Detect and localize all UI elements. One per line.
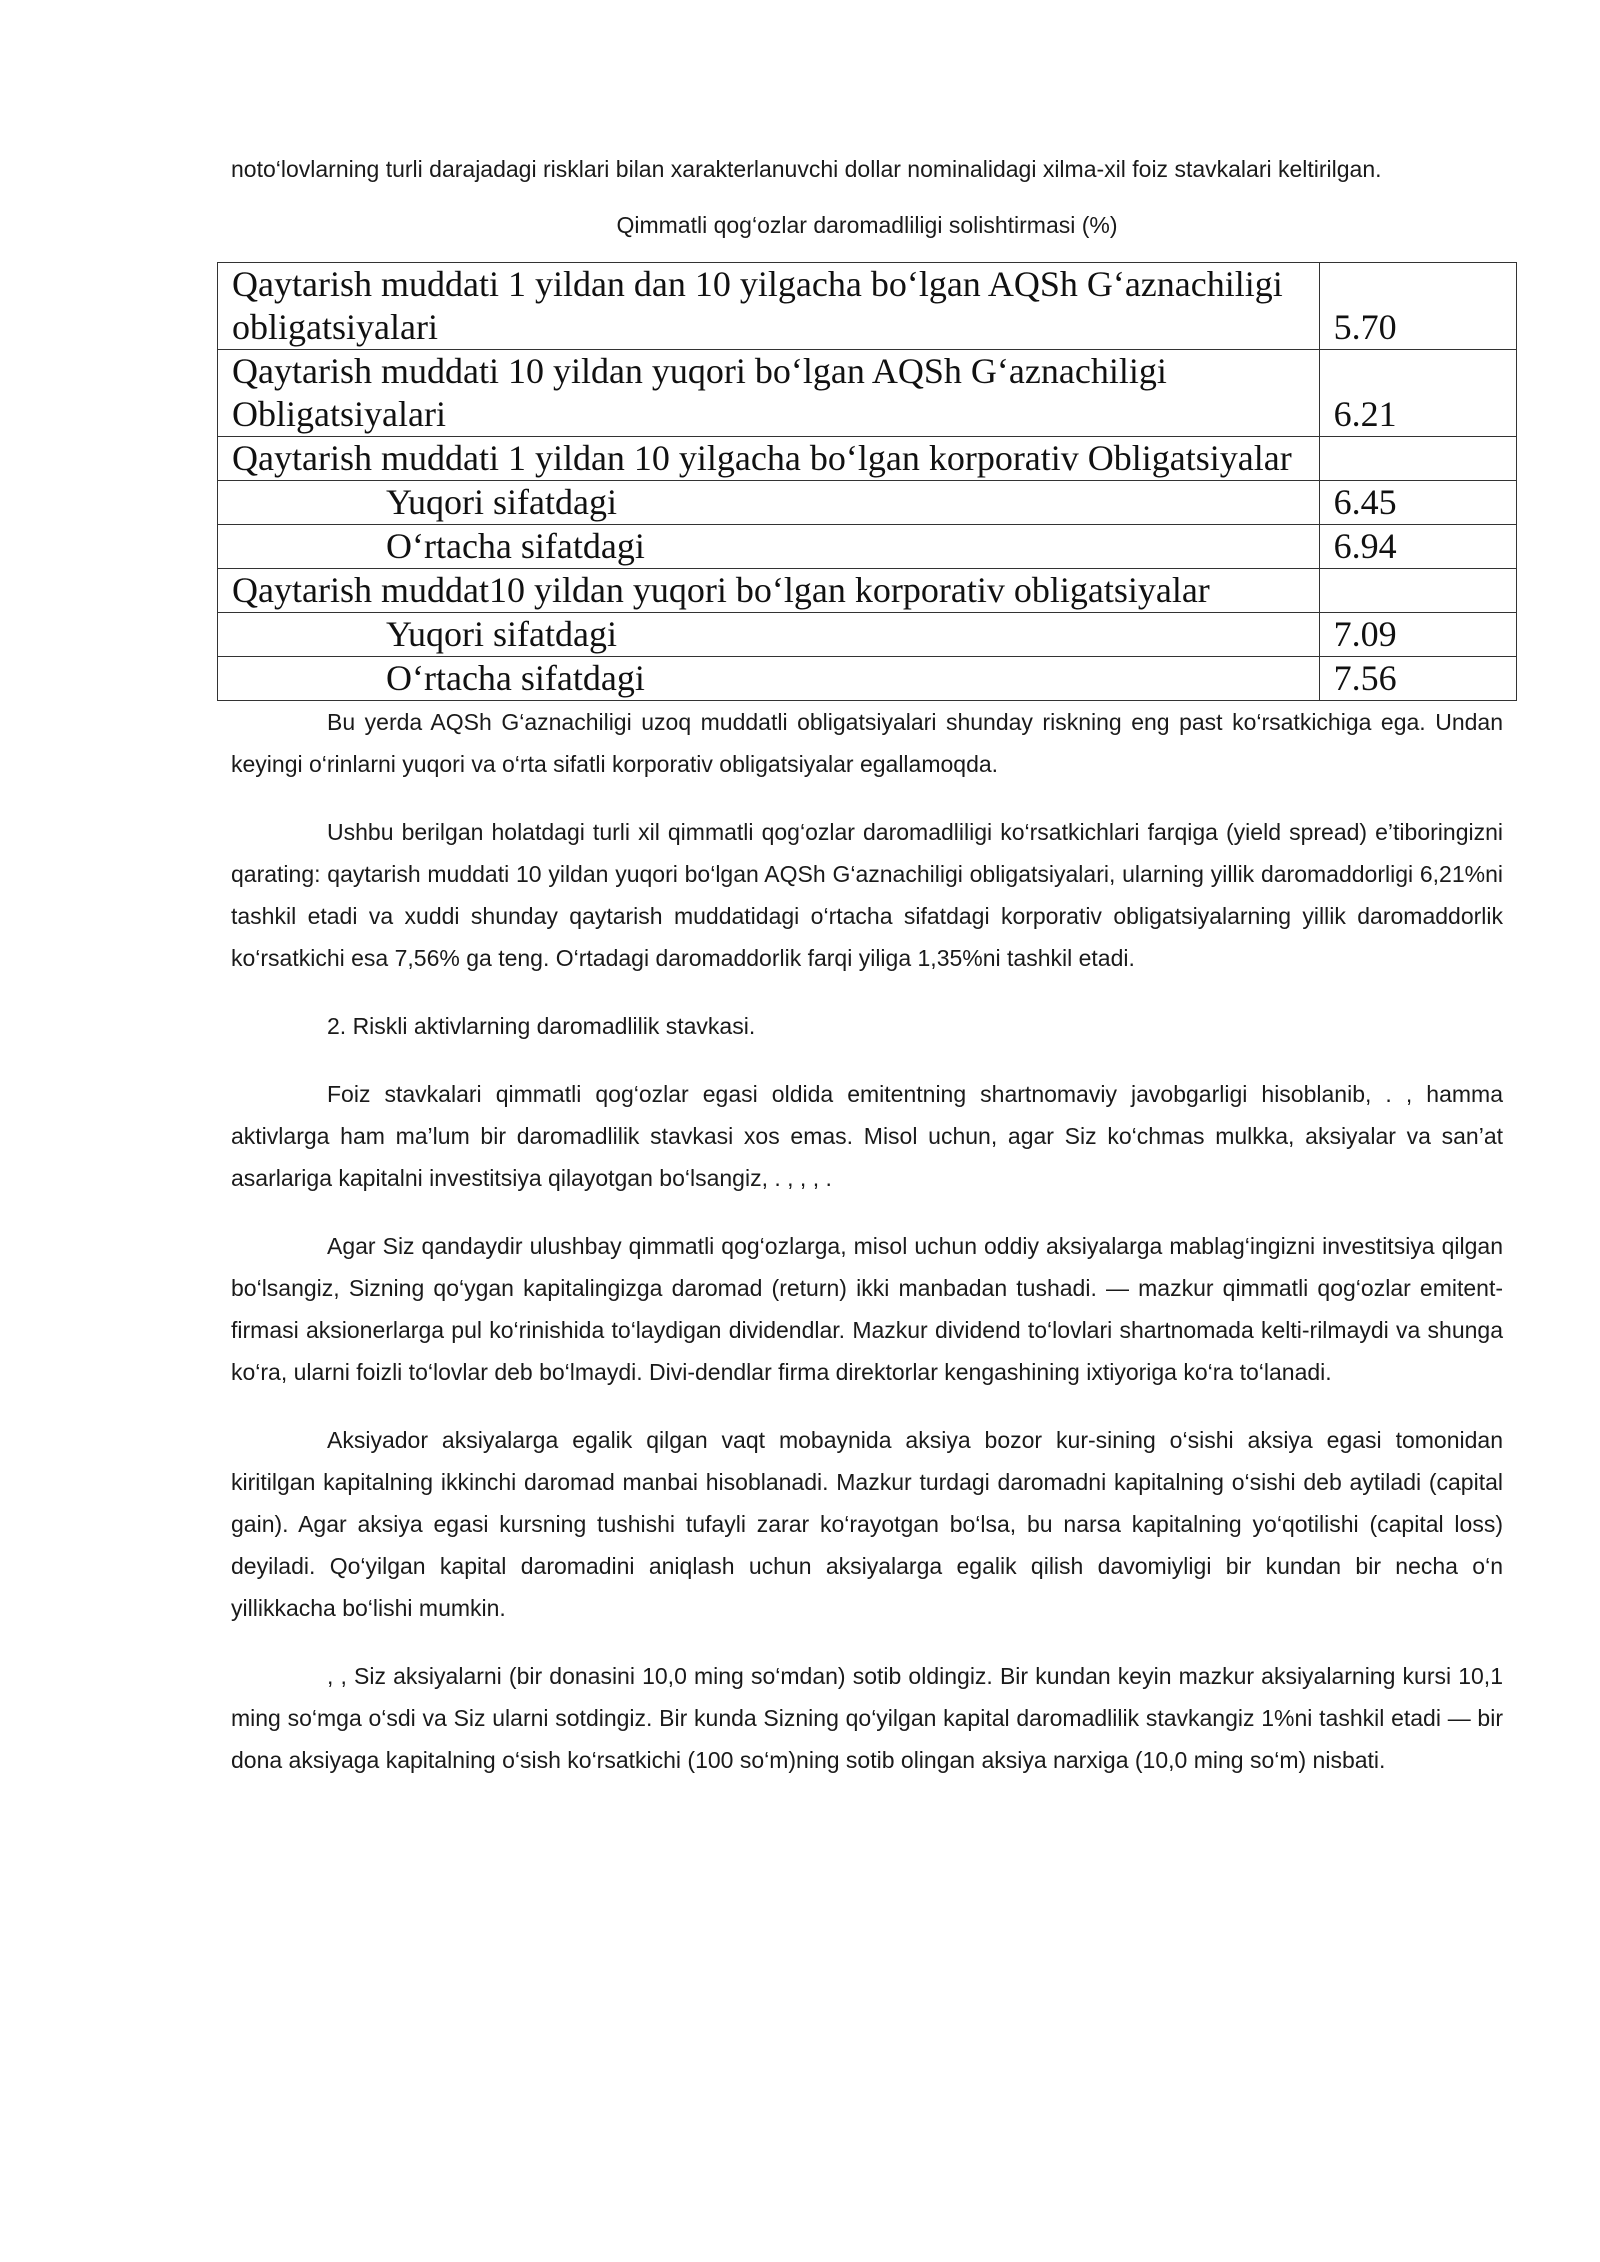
body-paragraph: Bu yerda AQSh G‘aznachiligi uzoq muddatli obligatsiyalari shunday riskning eng past ko‘rsatkichiga ega. Undan keyingi o‘rinlarni yuqori va o‘rta sifatli korporativ obligatsiyalar egallamoqda. xyxy=(231,709,1503,777)
table-row xyxy=(218,350,1517,437)
intro-paragraph: noto‘lovlarning turli darajadagi risklari bilan xarakterlanuvchi dollar nominalidagi xilma-xil foiz stavkalari keltirilgan. xyxy=(231,156,1382,182)
row-value: 6.45 xyxy=(1319,481,1516,525)
table-row xyxy=(218,569,1517,613)
body-paragraph: Agar Siz qandaydir ulushbay qimmatli qog‘ozlarga, misol uchun oddiy aksiyalarga mablag‘ingizni investitsiya qilgan bo‘lsangiz, Sizning qo‘ygan kapitalingizga daromad (return) ikki manbadan tushadi. — mazkur qimmatli qog‘ozlar emitent-firmasi aksionerlarga pul ko‘rinishida to‘laydigan dividendlar. Mazkur dividend to‘lovlari shartnomada kelti-rilmaydi va shunga ko‘ra, ularni foizli to‘lovlar deb bo‘lmaydi. Divi-dendlar firma direktorlar kengashining ixtiyoriga ko‘ra to‘lanadi. xyxy=(231,1233,1503,1385)
row-value: 5.70 xyxy=(1319,263,1516,350)
body-paragraph: , , Siz aksiyalarni (bir donasini 10,0 ming so‘mdan) sotib oldingiz. Bir kundan keyin mazkur aksiyalarning kursi 10,1 ming so‘mga o‘sdi va Siz ularni sotdingiz. Bir kunda Sizning qo‘yilgan kapital daromadlilik stavkangiz 1%ni tashkil etadi — bir dona aksiyaga kapitalning o‘sish ko‘rsatkichi (100 so‘m)ning sotib olingan aksiya narxiga (10,0 ming so‘m) nisbati. xyxy=(231,1663,1503,1773)
row-value: 6.21 xyxy=(1319,350,1516,437)
row-label: O‘rtacha sifatdagi xyxy=(218,657,1320,701)
row-value: 7.09 xyxy=(1319,613,1516,657)
row-label: Yuqori sifatdagi xyxy=(218,613,1320,657)
row-label: Qaytarish muddat10 yildan yuqori bo‘lgan korporativ obligatsiyalar xyxy=(218,569,1320,613)
table-row xyxy=(218,481,1517,525)
section-heading: 2. Riskli aktivlarning daromadlilik stavkasi. xyxy=(327,1013,756,1039)
row-label: Qaytarish muddati 1 yildan dan 10 yilgacha bo‘lgan AQSh G‘aznachiligi obligatsiyalari xyxy=(218,263,1320,350)
table-caption: Qimmatli qog‘ozlar daromadliligi solishtirmasi (%) xyxy=(616,212,1118,238)
yield-comparison-table xyxy=(217,262,1517,701)
document-page xyxy=(231,148,1503,1781)
row-label: Qaytarish muddati 10 yildan yuqori bo‘lgan AQSh G‘aznachiligi Obligatsiyalari xyxy=(218,350,1320,437)
body-paragraph: Aksiyador aksiyalarga egalik qilgan vaqt mobaynida aksiya bozor kur-sining o‘sishi aksiya egasi tomonidan kiritilgan kapitalning ikkinchi daromad manbai hisoblanadi. Mazkur turdagi daromadni kapitalning o‘sishi deb aytiladi (capital gain). Agar aksiya egasi kursning tushishi tufayli zarar ko‘rayotgan bo‘lsa, bu narsa kapitalning yo‘qotilishi (capital loss) deyiladi. Qo‘yilgan kapital daromadini aniqlash uchun aksiyalarga egalik qilish davomiyligi bir kundan bir necha o‘n yillikkacha bo‘lishi mumkin. xyxy=(231,1427,1503,1621)
table-row xyxy=(218,525,1517,569)
body-paragraph: Foiz stavkalari qimmatli qog‘ozlar egasi oldida emitentning shartnomaviy javobgarligi hisoblanib, . , hamma aktivlarga ham ma’lum bir daromadlilik stavkasi xos emas. Misol uchun, agar Siz ko‘chmas mulkka, aksiyalar va san’at asarlariga kapitalni investitsiya qilayotgan bo‘lsangiz, . , , , . xyxy=(231,1081,1503,1191)
table-row xyxy=(218,657,1517,701)
row-label: Yuqori sifatdagi xyxy=(218,481,1320,525)
row-value xyxy=(1319,437,1516,481)
table-row xyxy=(218,613,1517,657)
row-label: Qaytarish muddati 1 yildan 10 yilgacha bo‘lgan korporativ Obligatsiyalar xyxy=(218,437,1320,481)
table-row xyxy=(218,263,1517,350)
row-value xyxy=(1319,569,1516,613)
body-paragraph: Ushbu berilgan holatdagi turli xil qimmatli qog‘ozlar daromadliligi ko‘rsatkichlari farqiga (yield spread) e’tiboringizni qarating: qaytarish muddati 10 yildan yuqori bo‘lgan AQSh G‘aznachiligi obligatsiyalari, ularning yillik daromaddorligi 6,21%ni tashkil etadi va xuddi shunday qaytarish muddatidagi o‘rtacha sifatdagi korporativ obligatsiyalarning yillik daromaddorlik ko‘rsatkichi esa 7,56% ga teng. O‘rtadagi daromaddorlik farqi yiliga 1,35%ni tashkil etadi. xyxy=(231,819,1503,971)
table-row xyxy=(218,437,1517,481)
row-value: 7.56 xyxy=(1319,657,1516,701)
row-value: 6.94 xyxy=(1319,525,1516,569)
row-label: O‘rtacha sifatdagi xyxy=(218,525,1320,569)
